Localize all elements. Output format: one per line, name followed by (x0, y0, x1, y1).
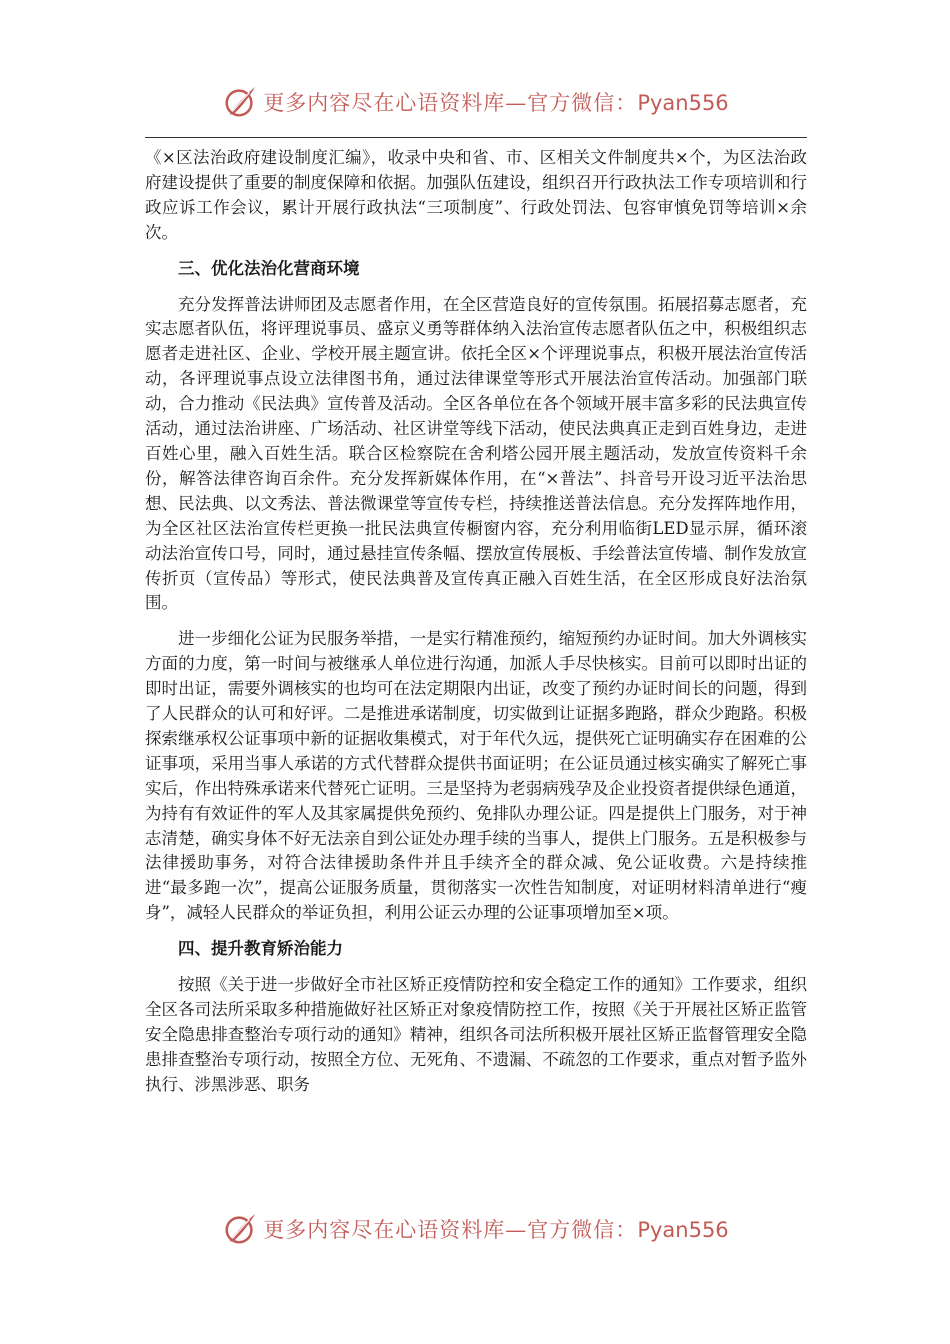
section-heading-3: 三、优化法治化营商环境 (178, 258, 360, 278)
header-watermark (0, 80, 950, 124)
quill-pen-logo-icon (221, 83, 259, 121)
paragraph: 按照《关于进一步做好全市社区矫正疫情防控和安全稳定工作的通知》工作要求，组织全区各司法所采取多种措施做好社区矫正对象疫情防控工作，按照《关于开展社区矫正监管安全隐患排查整治专项行动的通知》精神，组织各司法所积极开展社区矫正监督管理安全隐患排查整治专项行动，按照全方位、无死角、不遗漏、不疏忽的工作要求，重点对暂予监外执行、涉黑涉恶、职务 (145, 975, 807, 1094)
watermark-wechat-id: Pyan556 (637, 1218, 729, 1242)
watermark-text: 更多内容尽在心语资料库—官方微信： (263, 1218, 638, 1242)
watermark-text: 更多内容尽在心语资料库—官方微信： (263, 91, 638, 115)
watermark-wechat-id: Pyan556 (637, 91, 729, 115)
section-heading-4: 四、提升教育矫治能力 (178, 939, 343, 959)
footer-watermark (0, 1207, 950, 1251)
header-rule (145, 137, 807, 138)
quill-pen-logo-icon (221, 1210, 259, 1248)
paragraph: 充分发挥普法讲师团及志愿者作用，在全区营造良好的宣传氛围。拓展招募志愿者，充实志愿者队伍，将评理说事员、盛京义勇等群体纳入法治宣传志愿者队伍之中，积极组织志愿者走进社区、企业、学校开展主题宣讲。依托全区×个评理说事点，积极开展法治宣传活动，各评理说事点设立法律图书角，通过法律课堂等形式开展法治宣传活动。加强部门联动，合力推动《民法典》宣传普及活动。全区各单位在各个领域开展丰富多彩的民法典宣传活动，通过法治讲座、广场活动、社区讲堂等线下活动，使民法典真正走到百姓身边，走进百姓心里，融入百姓生活。联合区检察院在舍利塔公园开展主题活动，发放宣传资料千余份，解答法律咨询百余件。充分发挥新媒体作用，在“×普法”、抖音号开设习近平法治思想、民法典、以文秀法、普法微课堂等宣传专栏，持续推送普法信息。充分发挥阵地作用，为全区社区法治宣传栏更换一批民法典宣传橱窗内容，充分利用临街LED显示屏，循环滚动法治宣传口号，同时，通过悬挂宣传条幅、摆放宣传展板、手绘普法宣传墙、制作发放宣传折页（宣传品）等形式，使民法典普及宣传真正融入百姓生活，在全区形成良好法治氛围。 (145, 294, 807, 613)
document-body (145, 146, 807, 1109)
paragraph: 进一步细化公证为民服务举措，一是实行精准预约，缩短预约办证时间。加大外调核实方面的力度，第一时间与被继承人单位进行沟通，加派人手尽快核实。目前可以即时出证的即时出证，需要外调核实的也均可在法定期限内出证，改变了预约办证时间长的问题，得到了人民群众的认可和好评。二是推进承诺制度，切实做到让证据多跑路，群众少跑路。积极探索继承权公证事项中新的证据收集模式，对于年代久远，提供死亡证明确实存在困难的公证事项，采用当事人承诺的方式代替群众提供书面证明；在公证员通过核实确实了解死亡事实后，作出特殊承诺来代替死亡证明。三是坚持为老弱病残孕及企业投资者提供绿色通道，为持有有效证件的军人及其家属提供免预约、免排队办理公证。四是提供上门服务，对于神志清楚，确实身体不好无法亲自到公证处办理手续的当事人，提供上门服务。五是积极参与法律援助事务，对符合法律援助条件并且手续齐全的群众减、免公证收费。六是持续推进“最多跑一次”，提高公证服务质量，贯彻落实一次性告知制度，对证明材料清单进行“瘦身”，减轻人民群众的举证负担，利用公证云办理的公证事项增加至×项。 (145, 629, 807, 923)
paragraph-continued: 《×区法治政府建设制度汇编》，收录中央和省、市、区相关文件制度共×个，为区法治政府建设提供了重要的制度保障和依据。加强队伍建设，组织召开行政执法工作专项培训和行政应诉工作会议，累计开展行政执法“三项制度”、行政处罚法、包容审慎免罚等培训×余次。 (145, 148, 807, 242)
